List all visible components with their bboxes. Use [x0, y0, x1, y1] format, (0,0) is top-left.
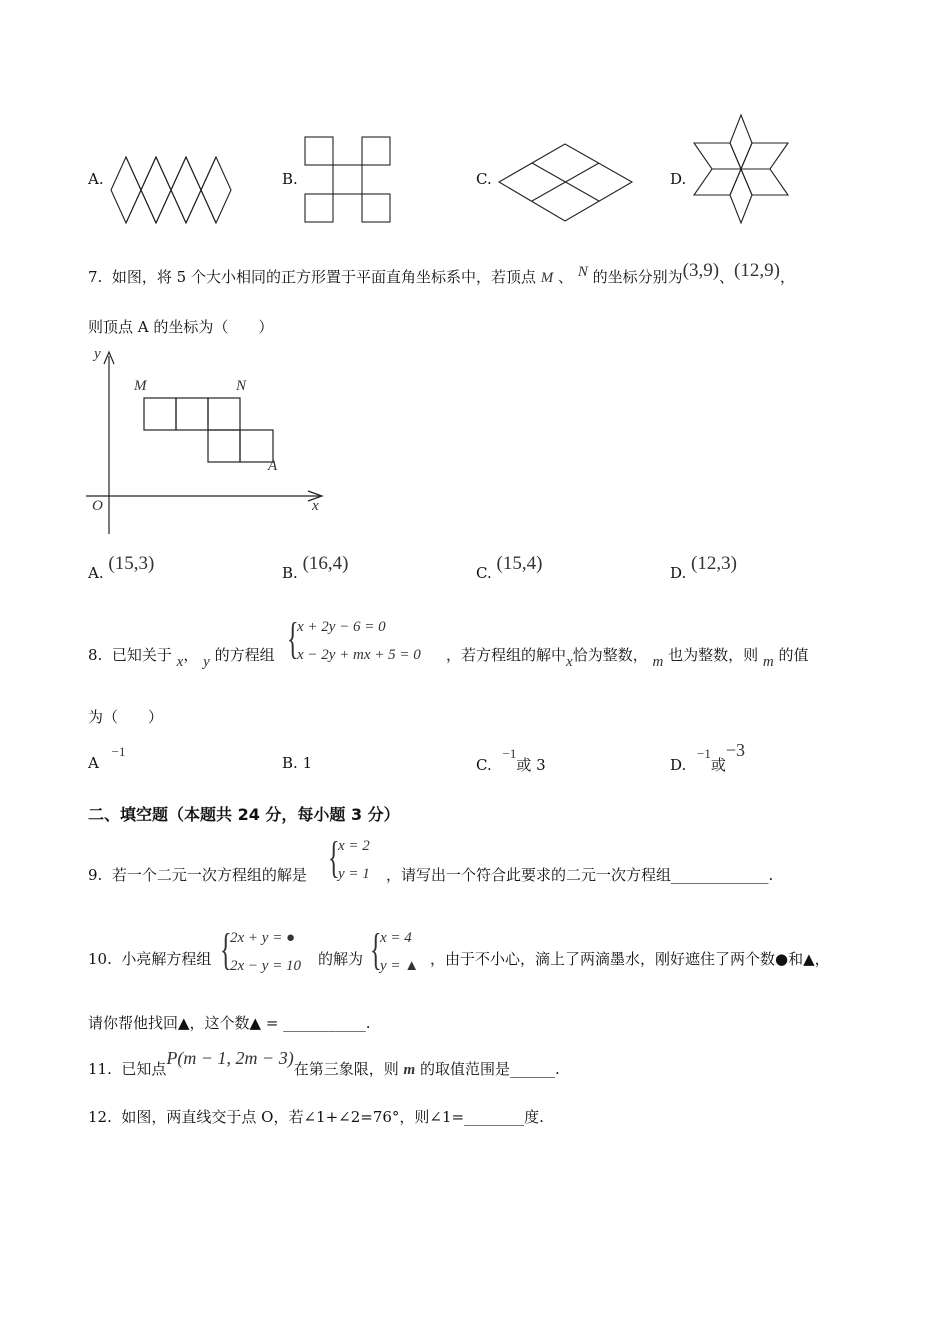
- q6-option-a-label[interactable]: A.: [88, 170, 104, 188]
- q11-text-2: 在第三象限，则: [293, 1060, 399, 1078]
- q6-option-c-label[interactable]: C.: [476, 170, 492, 188]
- q7-option-c-label: C.: [476, 564, 492, 582]
- q8-text-4: 恰为整数，: [572, 646, 648, 664]
- q8-text-1: 已知关于: [111, 646, 172, 664]
- q8-option-d[interactable]: [670, 740, 746, 775]
- q8-option-d-value: −1: [697, 746, 711, 761]
- q8-option-b-label: B.: [282, 754, 298, 772]
- q7-option-d-label: D.: [670, 564, 687, 582]
- q10-eq2: 2x − y = 10: [230, 958, 302, 974]
- q10-sol-brace: {: [370, 925, 382, 974]
- q8-option-c-label: C.: [476, 756, 492, 774]
- q10-equation-system: [220, 925, 320, 984]
- q11-stem: [88, 1048, 560, 1079]
- q8-var-m: m: [652, 654, 664, 670]
- q9-eq1: x = 2: [338, 838, 370, 854]
- q8-option-c[interactable]: [476, 746, 546, 775]
- q11-text-3: 的取值范围是: [419, 1060, 510, 1078]
- q7-option-b[interactable]: [282, 553, 349, 584]
- q8-var-m2: m: [762, 654, 774, 670]
- q8-brace: {: [287, 614, 299, 663]
- q12-stem: [88, 1106, 544, 1127]
- q7-number: 7.: [88, 268, 103, 286]
- q7-text-1: 如图，将 5 个大小相同的正方形置于平面直角坐标系中，若顶点: [111, 268, 536, 286]
- q8-option-c-suffix: 或 3: [516, 756, 546, 774]
- q7-option-b-value: (16,4): [302, 553, 349, 574]
- q10-brace: {: [220, 925, 232, 974]
- q11-answer-blank[interactable]: ______: [509, 1060, 555, 1078]
- q9-brace: {: [328, 833, 340, 882]
- q7-sep: 、: [558, 268, 574, 286]
- q8-var-x: x: [176, 654, 184, 670]
- q7-option-d[interactable]: [670, 553, 737, 584]
- section-2-title: 二、填空题（本题共 24 分，每小题 3 分）: [88, 805, 400, 824]
- q7-coord-n: (12,9): [734, 260, 780, 281]
- q8-option-d-extra: −3: [725, 740, 746, 760]
- q7-option-b-label: B.: [282, 564, 298, 582]
- q7-point-a-label: A: [268, 458, 278, 474]
- q7-origin-label: O: [92, 498, 103, 514]
- q9-solution-system: [328, 833, 388, 892]
- q10-sol2: y = ▲: [380, 958, 420, 974]
- q10-number: 10.: [88, 950, 112, 968]
- q8-eq1: x + 2y − 6 = 0: [297, 619, 386, 635]
- q8-option-d-suffix: 或: [710, 756, 726, 774]
- q7-var-n: N: [577, 264, 588, 280]
- q10-eq1: 2x + y = ●: [230, 930, 296, 946]
- q6-figure-d-star: [692, 113, 792, 225]
- q11-point: P(m − 1, 2m − 3): [166, 1048, 294, 1068]
- q9-answer-blank[interactable]: _____________: [671, 866, 769, 884]
- q8-text-3: ，若方程组的解中: [446, 646, 567, 664]
- q7-stem-line2: 则顶点 A 的坐标为（ ）: [88, 318, 274, 336]
- q9-text-1: 若一个二元一次方程组的解是: [111, 866, 307, 884]
- q7-point-m-label: M: [134, 378, 147, 394]
- q8-option-b[interactable]: [282, 754, 312, 772]
- q8-text-6: 的值: [778, 646, 809, 664]
- q8-equation-system: [287, 614, 447, 673]
- q8-option-c-value: −1: [502, 746, 517, 761]
- q11-var-m: m: [403, 1062, 416, 1078]
- q12-answer-blank[interactable]: ________: [464, 1108, 525, 1126]
- q8-var-y: y: [203, 654, 210, 670]
- q10-sol1: x = 4: [380, 930, 412, 946]
- q7-option-a-label: A.: [88, 564, 104, 582]
- q8-text-2: 的方程组: [214, 646, 275, 664]
- q6-option-d-label[interactable]: D.: [670, 170, 687, 188]
- q9-end: .: [768, 866, 774, 884]
- q8-text-5: 也为整数，则: [668, 646, 759, 664]
- q8-stem-line2: 为（ ）: [88, 708, 164, 726]
- q8-option-a-value: −1: [111, 744, 126, 759]
- q8-option-d-label: D.: [670, 756, 687, 774]
- q10-line2: [88, 1012, 370, 1033]
- q7-option-a[interactable]: [88, 553, 155, 584]
- q12-end: 度.: [524, 1108, 544, 1126]
- q7-sep2: 、: [719, 268, 735, 286]
- q8-eq2: x − 2y + mx + 5 = 0: [297, 647, 421, 663]
- q10-end: .: [365, 1014, 371, 1032]
- q7-comma: ，: [779, 268, 795, 286]
- q8-stem-line1-cont: [446, 644, 809, 670]
- q8-stem-line1: [88, 644, 275, 670]
- q7-option-c-value: (15,4): [496, 553, 543, 574]
- q8-option-b-value: 1: [302, 754, 313, 772]
- q7-option-a-value: (15,3): [108, 553, 155, 574]
- q6-option-b-label[interactable]: B.: [282, 170, 298, 188]
- q10-text-2: 的解为: [318, 950, 364, 968]
- q7-axis-x-label: x: [312, 498, 319, 514]
- q6-figure-a-rhombus-chain: [110, 155, 240, 225]
- q8-comma: ，: [183, 646, 199, 664]
- q7-var-m: M: [540, 270, 554, 286]
- q7-stem-line1: [88, 260, 795, 288]
- q9-eq2: y = 1: [338, 866, 370, 882]
- q12-text: 如图，两直线交于点 O，若∠1+∠2=76°，则∠1=: [121, 1108, 465, 1126]
- q11-text-1: 已知点: [121, 1060, 167, 1078]
- q12-number: 12.: [88, 1108, 112, 1126]
- q6-figure-b-squares: [304, 136, 392, 224]
- q7-coord-m: (3,9): [682, 260, 720, 281]
- q9-stem-end: [386, 864, 773, 885]
- q10-answer-blank[interactable]: ___________: [283, 1014, 366, 1032]
- q7-coordinate-figure: [82, 346, 332, 541]
- q7-axis-y-label: y: [94, 346, 101, 362]
- q10-line2-text: 请你帮他找回▲，这个数▲ =: [88, 1014, 284, 1032]
- q9-number: 9.: [88, 866, 103, 884]
- q7-text-2: 的坐标分别为: [592, 268, 683, 286]
- q10-text-3: ，由于不小心，滴上了两滴墨水，刚好遮住了两个数●和▲，: [430, 950, 830, 968]
- q8-option-a[interactable]: [88, 744, 126, 772]
- q11-number: 11.: [88, 1060, 112, 1078]
- q9-stem-start: [88, 864, 307, 885]
- q7-option-d-value: (12,3): [691, 553, 737, 574]
- q6-figure-c-rhombus-grid: [498, 143, 636, 223]
- q10-stem-start: [88, 948, 211, 969]
- q7-point-n-label: N: [236, 378, 247, 394]
- q8-number: 8.: [88, 646, 103, 664]
- q10-text-1: 小亮解方程组: [121, 950, 212, 968]
- q7-option-c[interactable]: [476, 553, 543, 584]
- q8-var-x2: x: [566, 654, 573, 670]
- q11-end: .: [554, 1060, 560, 1078]
- q8-option-a-label: A: [88, 754, 99, 772]
- q9-text-2: ，请写出一个符合此要求的二元一次方程组: [386, 866, 672, 884]
